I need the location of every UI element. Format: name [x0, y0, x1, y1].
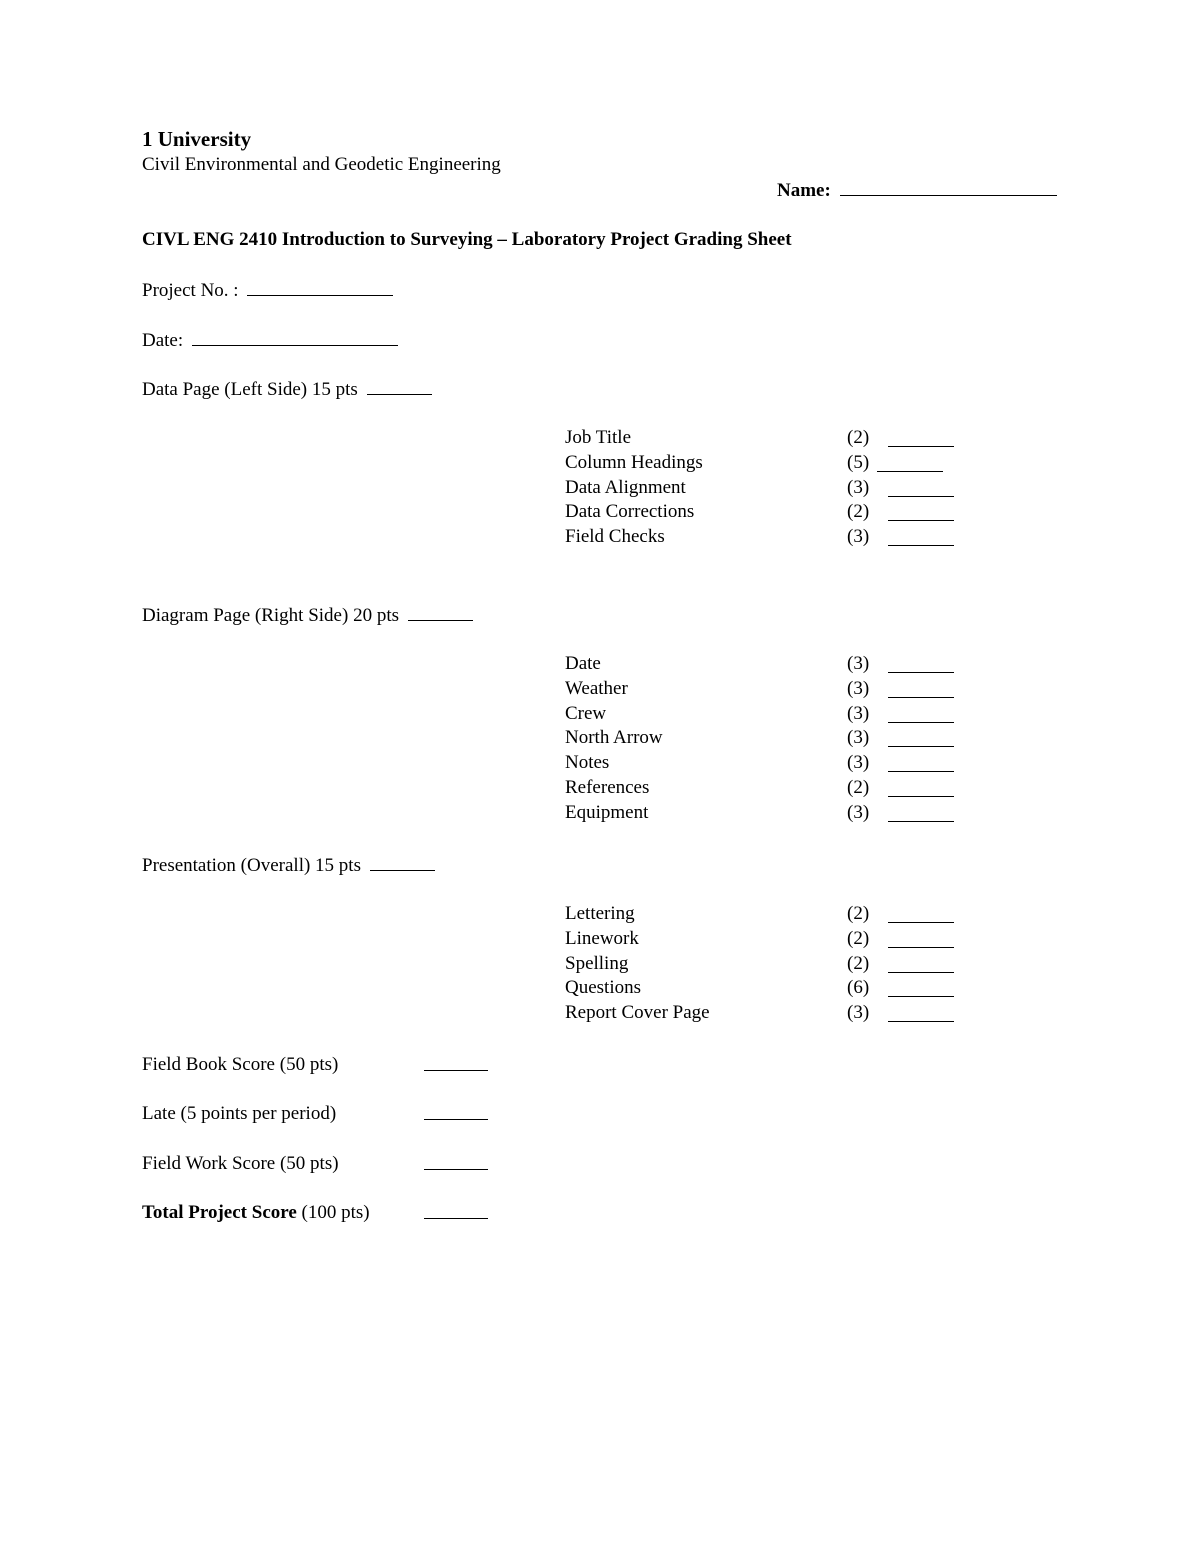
rubric-item-points: (3) [847, 476, 870, 498]
late-blank[interactable] [424, 1102, 488, 1120]
total-score-points: (100 pts) [296, 1202, 370, 1223]
rubric-item-score-blank[interactable] [888, 996, 954, 997]
university-name: 1 University [142, 127, 252, 151]
rubric-item-label: Linework [565, 927, 639, 949]
rubric-item-points: (3) [847, 702, 870, 724]
department-name: Civil Environmental and Geodetic Engineering [142, 154, 501, 175]
rubric-item-score-blank[interactable] [888, 496, 954, 497]
section-heading-label: Diagram Page (Right Side) 20 pts [142, 605, 399, 626]
rubric-item-score-blank[interactable] [888, 446, 954, 447]
late-label: Late (5 points per period) [142, 1103, 337, 1124]
rubric-item-points: (2) [847, 903, 870, 924]
name-field [777, 178, 1057, 203]
rubric-item-points: (5) [847, 451, 870, 473]
rubric-item-points: (3) [847, 677, 870, 699]
field-book-score-label: Field Book Score (50 pts) [142, 1054, 339, 1075]
rubric-item-label: Column Headings [565, 451, 703, 473]
section-heading-label: Data Page (Left Side) 15 pts [142, 379, 358, 400]
section-heading-label: Presentation (Overall) 15 pts [142, 855, 361, 876]
total-score-bold-label: Total Project Score [142, 1202, 297, 1223]
section-diagram-page-heading [142, 603, 473, 628]
rubric-item-label: Lettering [565, 903, 635, 924]
project-no-field [142, 278, 393, 303]
rubric-item-points: (2) [847, 952, 870, 974]
rubric-item-points: (3) [847, 727, 870, 749]
rubric-item-score-blank[interactable] [888, 796, 954, 797]
rubric-item-points: (3) [847, 752, 870, 774]
rubric-item-score-blank[interactable] [888, 672, 954, 673]
rubric-item-points: (3) [847, 1002, 870, 1024]
rubric-item-points: (3) [847, 653, 870, 674]
rubric-item-label: Field Checks [565, 526, 665, 548]
rubric-item-label: References [565, 777, 650, 798]
rubric-item-label: Report Cover Page [565, 1002, 710, 1024]
name-blank[interactable] [840, 178, 1057, 196]
date-blank[interactable] [192, 328, 398, 346]
rubric-item-score-blank[interactable] [888, 972, 954, 973]
rubric-item-label: Notes [565, 752, 610, 774]
rubric-item-points: (3) [847, 801, 870, 823]
rubric-item-score-blank[interactable] [888, 746, 954, 747]
rubric-item-label: Job Title [565, 427, 632, 448]
section-score-blank[interactable] [367, 377, 432, 395]
section-data-page-heading [142, 377, 432, 402]
rubric-item-label: Data Alignment [565, 476, 686, 498]
rubric-item-points: (2) [847, 501, 870, 523]
rubric-item-score-blank[interactable] [888, 545, 954, 546]
rubric-item-label: Questions [565, 977, 641, 999]
section-score-blank[interactable] [370, 853, 435, 871]
field-work-score-blank[interactable] [424, 1152, 488, 1170]
field-book-score-blank[interactable] [424, 1053, 488, 1071]
rubric-item-label: Spelling [565, 952, 629, 974]
rubric-item-label: Crew [565, 702, 607, 724]
name-label: Name: [777, 180, 831, 201]
total-score-label [142, 1201, 370, 1225]
rubric-item-score-blank[interactable] [888, 947, 954, 948]
rubric-item-label: Weather [565, 677, 628, 699]
rubric-item-points: (2) [847, 777, 870, 798]
field-work-score-label: Field Work Score (50 pts) [142, 1153, 339, 1174]
project-no-label: Project No. : [142, 280, 239, 301]
rubric-item-score-blank[interactable] [888, 520, 954, 521]
rubric-item-score-blank[interactable] [877, 471, 943, 472]
project-no-blank[interactable] [247, 278, 393, 296]
rubric-item-score-blank[interactable] [888, 922, 954, 923]
rubric-item-score-blank[interactable] [888, 722, 954, 723]
rubric-item-points: (2) [847, 427, 870, 448]
section-score-blank[interactable] [408, 603, 473, 621]
total-score-blank[interactable] [424, 1201, 488, 1219]
rubric-item-label: North Arrow [565, 727, 663, 749]
rubric-item-label: Date [565, 653, 601, 674]
rubric-item-score-blank[interactable] [888, 697, 954, 698]
date-label: Date: [142, 330, 184, 351]
rubric-item-points: (6) [847, 977, 870, 999]
rubric-item-score-blank[interactable] [888, 1021, 954, 1022]
date-field [142, 328, 398, 353]
section-presentation-heading [142, 853, 435, 878]
document-title: CIVL ENG 2410 Introduction to Surveying – Laboratory Project Grading Sheet [142, 229, 792, 250]
rubric-item-label: Data Corrections [565, 501, 695, 523]
rubric-item-label: Equipment [565, 801, 649, 823]
rubric-item-points: (2) [847, 927, 870, 949]
rubric-item-points: (3) [847, 526, 870, 548]
rubric-item-score-blank[interactable] [888, 821, 954, 822]
rubric-item-score-blank[interactable] [888, 771, 954, 772]
